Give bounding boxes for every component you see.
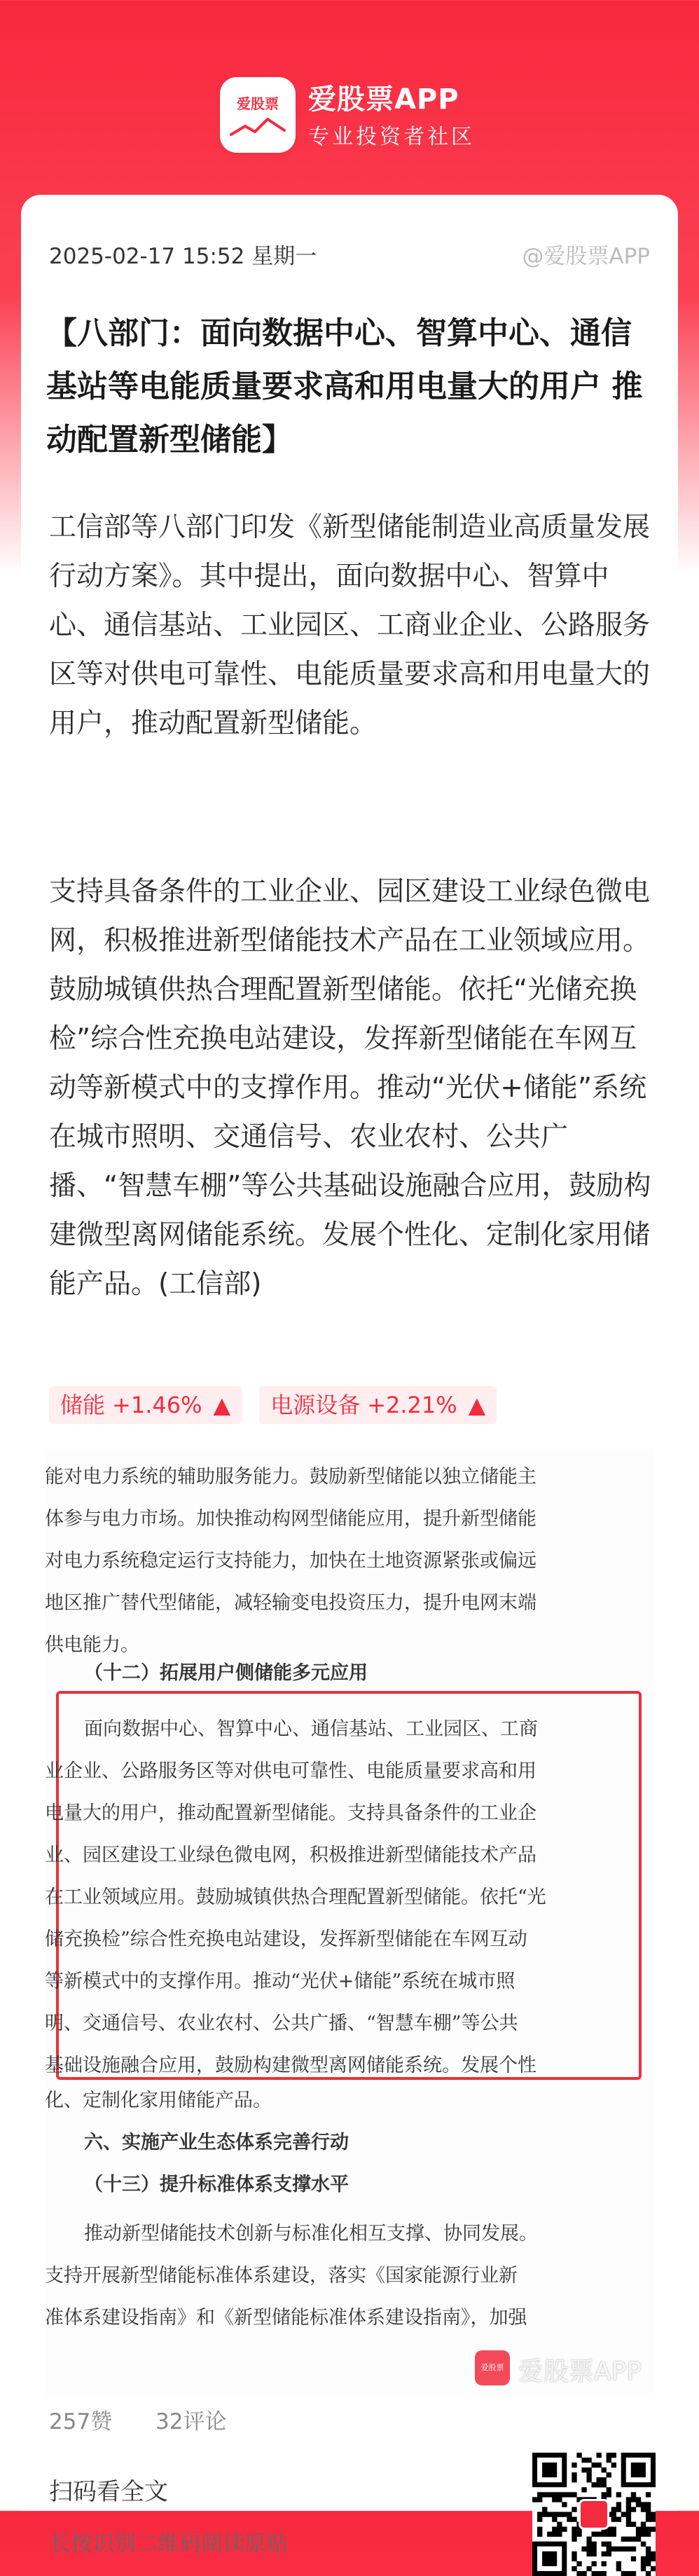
document-line: 业企业、公路服务区等对供电可靠性、电能质量要求高和用	[45, 1760, 537, 1782]
stock-tag-name: 储能	[60, 1392, 106, 1418]
app-logo	[220, 77, 296, 153]
qr-code[interactable]	[532, 2453, 656, 2576]
app-name: 爱股票APP	[308, 83, 459, 116]
document-subheading: （十三）提升标准体系支撑水平	[84, 2174, 349, 2195]
rise-arrow-icon: ▲	[468, 1392, 486, 1418]
document-line: 化、定制化家用储能产品。	[45, 2090, 272, 2111]
app-slogan: 专业投资者社区	[308, 125, 475, 149]
scan-subtitle: 长按识别二维码阅读原贴	[49, 2531, 288, 2556]
document-line: 供电能力。	[45, 1634, 139, 1656]
article-meta	[49, 238, 650, 269]
document-line: 等新模式中的支撑作用。推动“光伏+储能”系统在城市照	[45, 1971, 515, 1992]
article-paragraph: 支持具备条件的工业企业、园区建设工业绿色微电网，积极推进新型储能技术产品在工业领域应用。鼓励城镇供热合理配置新型储能。依托“光储充换检”综合性充换电站建设，发挥新型储能在车网互动等新模式中的支撑作用。推动“光伏+储能”系统在城市照明、交通信号、农业农村、公共广播、“智慧车棚”等公共基础设施融合应用，鼓励构建微型离网储能系统。发展个性化、定制化家用储能产品。(工信部)	[49, 876, 651, 1300]
stock-tag-change: +1.46%	[112, 1392, 202, 1418]
document-section-heading: 六、实施产业生态体系完善行动	[84, 2132, 349, 2153]
comment-count[interactable]: 32评论	[155, 2409, 227, 2434]
document-line: 面向数据中心、智算中心、通信基站、工业园区、工商	[84, 1718, 538, 1740]
like-count[interactable]: 257赞	[49, 2409, 113, 2434]
document-line: 电量大的用户，推动配置新型储能。支持具备条件的工业企	[45, 1802, 537, 1824]
stock-tag-name: 电源设备	[270, 1392, 361, 1418]
document-line: 能对电力系统的辅助服务能力。鼓励新型储能以独立储能主	[45, 1466, 537, 1488]
document-line: 储充换检”综合性充换电站建设，发挥新型储能在车网互动	[45, 1928, 527, 1950]
chart-line-icon	[230, 114, 286, 142]
document-line: 推动新型储能技术创新与标准化相互支撑、协同发展。	[84, 2223, 538, 2245]
watermark-text: 爱股票APP	[518, 2357, 642, 2386]
rise-arrow-icon: ▲	[213, 1392, 231, 1418]
stock-tag-change: +2.21%	[367, 1392, 457, 1418]
document-line: 对电力系统稳定运行支持能力，加快在土地资源紧张或偏远	[45, 1550, 537, 1572]
document-line: 地区推广替代型储能，减轻输变电投资压力，提升电网末端	[45, 1592, 537, 1614]
article-card	[21, 195, 678, 2556]
document-line: 明、交通信号、农业农村、公共广播、“智慧车棚”等公共	[45, 2013, 518, 2034]
document-subheading: （十二）拓展用户侧储能多元应用	[84, 1662, 368, 1684]
app-header	[0, 0, 699, 182]
document-image[interactable]	[45, 1449, 654, 2395]
engagement-stats	[49, 2404, 263, 2435]
qr-center-logo-icon	[579, 2499, 609, 2530]
stock-tag-energy-storage[interactable]	[49, 1386, 242, 1424]
document-line: 基础设施融合应用，鼓励构建微型离网储能系统。发展个性	[45, 2055, 537, 2076]
document-line: 在工业领域应用。鼓励城镇供热合理配置新型储能。依托“光	[45, 1886, 546, 1908]
article-paragraph: 工信部等八部门印发《新型储能制造业高质量发展行动方案》。其中提出，面向数据中心、智算中心、通信基站、工业园区、工商业企业、公路服务区等对供电可靠性、电能质量要求高和用电量大的用户，推动配置新型储能。	[49, 512, 651, 739]
watermark-logo-icon: 爱股票	[475, 2350, 510, 2385]
document-line: 支持开展新型储能标准体系建设，落实《国家能源行业新	[45, 2265, 518, 2287]
article-source: @爱股票APP	[522, 244, 650, 269]
article-date: 2025-02-17 15:52 星期一	[49, 244, 317, 269]
stock-tags	[49, 1386, 511, 1428]
document-line: 准体系建设指南》和《新型储能标准体系建设指南》，加强	[45, 2307, 527, 2329]
app-logo-text: 爱股票	[237, 95, 279, 112]
stock-tag-power-equipment[interactable]	[259, 1386, 497, 1424]
document-line: 业、园区建设工业绿色微电网，积极推进新型储能技术产品	[45, 1844, 537, 1866]
article-title: 【八部门：面向数据中心、智算中心、通信基站等电能质量要求高和用电量大的用户 推动配置新型储能】	[46, 315, 643, 458]
scan-title: 扫码看全文	[49, 2478, 168, 2506]
document-line: 体参与电力市场。加快推动构网型储能应用，提升新型储能	[45, 1508, 537, 1530]
